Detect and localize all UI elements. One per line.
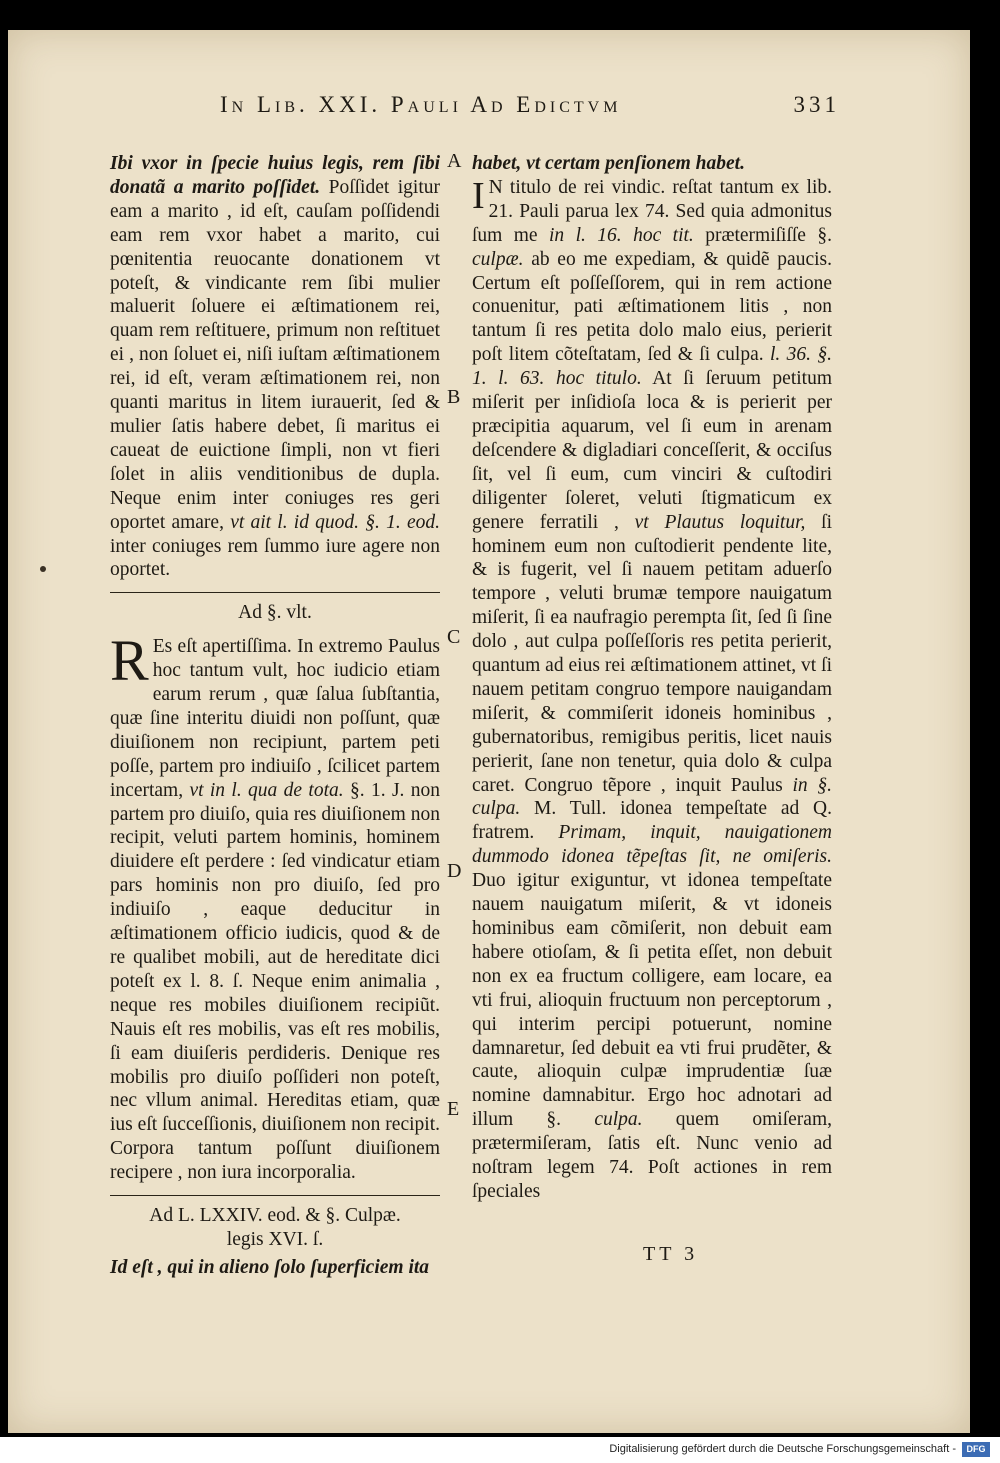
section-heading-2a: Ad L. LXXIV. eod. & §. Culpæ. bbox=[149, 1205, 401, 1227]
right-cite-6: Primam, inquit, nauigationem dummodo idonea tẽpeſtas ſit, ne omiſeris. bbox=[472, 822, 833, 868]
right-p1-c: ab eo me expediam, & quidẽ paucis. Certum eſt poſſeſſorem, qui in rem actione conuenitur, pati æſtimationem litis , non tantum ſi res petita dolo malo eius, perierit poſt litem cõteſtatam, ſed & ſi culpa. bbox=[472, 248, 832, 366]
ink-mark bbox=[40, 566, 46, 572]
margin-letter-a: A bbox=[447, 150, 462, 172]
margin-letter-b: B bbox=[447, 386, 461, 408]
right-p1-e: ſi hominem eum non cuſtodierit pendente lite, & is fugerit, vel ſi nauem petitam aduerſo tempore , veluti brumæ tempore nauigatum miſerit, ſi ea naufragio perempta ſit, ſed ſi ſine dolo , aut culpa poſſeſſoris res petita perierit, quantum ad eius rei æſtimationem attinet, vt ſi nauem petitam congruo tempore nauigandam miſerit, & commiſerit idoneis hominibus , gubernatoribus, remigibus peritis, licet nauis perierit, ſane non tenetur, quia dolo & culpa caret. Congruo tẽpore , inquit Paulus bbox=[472, 511, 833, 796]
right-cite-1: in l. 16. hoc tit. bbox=[549, 224, 694, 246]
right-cite-2: culpæ. bbox=[472, 248, 524, 270]
drop-cap-r: R bbox=[110, 628, 149, 694]
left-lead-2: Id eſt , qui in alieno ſolo ſuperficiem ita bbox=[110, 1256, 430, 1278]
dfg-logo: DFG bbox=[962, 1442, 990, 1457]
drop-cap-i: I bbox=[472, 174, 485, 217]
left-p2-cite: vt in l. qua de tota. bbox=[189, 779, 344, 801]
catchword: TT 3 bbox=[643, 1243, 699, 1265]
section-rule-2 bbox=[110, 1195, 440, 1196]
left-paragraph-1 bbox=[110, 152, 440, 582]
right-paragraph bbox=[472, 176, 832, 1204]
right-cite-3: l. 36. §. 1. l. 63. hoc titulo. bbox=[472, 344, 833, 390]
left-p2-b: §. 1. J. non partem pro diuiſo, quia res diuiſionem non recipit, veluti partem hominis, hominem diuidere eſt perdere : ſed vindicatur etiam pars hominis non pro diuiſo, ſed pro indiuiſo , eaque deducitur in æſtimationem officio iudicis, quod & de re qualibet mobili, aut de hereditate dici poteſt ex l. 8. ſ. Neque enim animalia , neque res mobiles diuiſionem recipiũt. Nauis eſt res mobilis, vas eſt res mobilis, ſi eam diuiſeris perdideris. Denique res mobilis pro diuiſo poſſideri non poteſt, nec vllum animal. Hereditas etiam, quæ ius eſt ſucceſſionis, diuiſionem non recipit. Corpora tantum poſſunt diuiſionem recipere , non iura incorporalia. bbox=[110, 779, 441, 1184]
margin-letter-e: E bbox=[447, 1098, 460, 1120]
section-heading-2b: legis XVI. ſ. bbox=[226, 1228, 324, 1250]
right-p1-f: M. Tull. idonea tempeſtate ad Q. fratrem. bbox=[472, 798, 832, 844]
right-lead: habet, vt certam penſionem habet. bbox=[472, 153, 745, 174]
right-p1-d: At ſi ſeruum petitum miſerit per inſidioſa loca & is perierit per præcipitia aquarum, vel ſi eum in arenam deſcendere & digladiari conceſſerit, & occiſus ſit, vel ſi eum, cum vinciri & cuſtodiri diligenter ſoleret, veluti ſtigmaticum ex genere ferratili , bbox=[472, 368, 832, 533]
left-lead: Ibi vxor in ſpecie huius legis, rem ſibi donatã a marito poſſidet. bbox=[110, 153, 440, 198]
section-rule bbox=[110, 592, 440, 593]
page-number: 331 bbox=[793, 92, 840, 117]
right-p1-b: prætermiſiſſe §. bbox=[705, 224, 832, 246]
right-cite-7: culpa. bbox=[594, 1109, 643, 1131]
left-p1: Poſſidet igitur eam a marito , id eſt, cauſam poſſidendi eam rem vxor habet a marito, cui pœnitentia reuocante donationem vt poteſt, & vindicante rem ſibi mulier maluerit ſoluere ei æſtimationem rei, quam rem reſtituere, primum non reſtituet ei , non ſoluet ei, niſi iuſtam æſtimationem rei, id eſt, veram æſtimationem rei, non quanti maritus in litem iurauerit, ſed & mulier ſatis habere debet, ſi maritus ei caueat de euictione ſimpli, non vt fieri ſolet in aliis venditionibus de dupla. Neque enim inter coniuges res geri oportet amare, bbox=[110, 176, 440, 533]
running-head bbox=[220, 92, 840, 122]
right-p1-h: quem omiſeram, prætermiſeram, ſatis eſt. Nunc venio ad noſtram legem 74. Poſt actiones in rem ſpeciales bbox=[472, 1109, 832, 1202]
left-p2: Es eſt apertiſſima. In extremo Paulus hoc tantum vult, hoc iudicio etiam earum rerum , quæ ſalua ſubſtantia, quæ ſine interitu diuidi non poſſunt, quæ diuiſionem non recipiunt, partem peti poſſe, partem pro indiuiſo , ſcilicet partem incertam, bbox=[110, 636, 440, 801]
left-paragraph-2 bbox=[110, 628, 441, 1185]
right-column bbox=[472, 152, 832, 1204]
footer-bar bbox=[0, 1437, 1000, 1463]
margin-letter-c: C bbox=[447, 626, 461, 648]
margin-letter-d: D bbox=[447, 860, 462, 882]
right-cite-4: vt Plautus loquitur, bbox=[634, 511, 806, 533]
right-cite-5: in §. culpa. bbox=[472, 774, 833, 820]
right-p1: N titulo de rei vindic. reſtat tantum ex lib. 21. Pauli parua lex 74. Sed quia admonitus ſum me bbox=[472, 176, 832, 246]
section-heading-1: Ad §. vlt. bbox=[238, 602, 312, 624]
footer-credit: Digitalisierung gefördert durch die Deutsche Forschungsgemeinschaft - bbox=[609, 1443, 956, 1455]
left-p1-end: inter coniuges rem ſummo iure agere non oportet. bbox=[110, 535, 440, 581]
left-p1-cite: vt ait l. id quod. §. 1. eod. bbox=[230, 511, 440, 533]
left-column bbox=[110, 152, 440, 1280]
right-p1-g: Duo igitur exiguntur, vt idonea tempeſtate nauem nauigatum miſerit, & vt idoneis hominibus eam cõmiſerit, non debuit eam habere otioſam, & ſi petita eſſet, non debuit non ex ea fructum colligere, eam locare, ea vti frui, alioquin fructuum non perceptorum , qui interim percipi potuerunt, nomine damnaretur, ſed debuit ea vti frui prudẽter, & caute, alioquin culpæ imprudentiæ ſuæ nomine damnabitur. Ergo hoc adnotari ad illum §. bbox=[472, 870, 832, 1131]
running-title: In Lib. XXI. Pauli Ad Edictvm bbox=[220, 92, 622, 117]
